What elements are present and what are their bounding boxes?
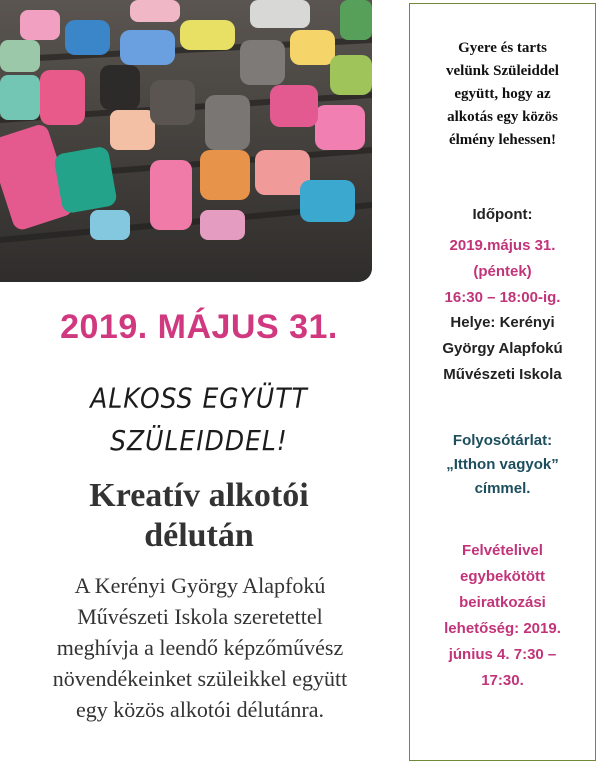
place-line: Helye: Kerényi [450, 314, 555, 331]
body-line: Művészeti Iskola szeretettel [77, 604, 323, 629]
body-line: meghívja a leendő képzőművész [56, 635, 344, 660]
body-line: A Kerényi György Alapfokú [74, 573, 326, 598]
intro-line: együtt, hogy az [454, 86, 551, 102]
info-sidebar [409, 3, 596, 761]
intro-line: élmény lehessen! [448, 132, 557, 148]
intro-line: alkotás egy közös [447, 109, 558, 125]
slogan-line: ALKOSS EGYÜTT [90, 381, 308, 415]
event-title [0, 476, 398, 556]
enroll-line: lehetőség: 2019. [444, 620, 561, 637]
time-line: 16:30 – 18:00-ig. [444, 289, 561, 306]
body-line: egy közös alkotói délutánra. [75, 697, 325, 722]
event-time [410, 233, 595, 311]
exhibit-line: Folyosótárlat: [452, 432, 553, 449]
invitation-text [8, 570, 392, 725]
event-date-heading: 2019. MÁJUS 31. [60, 308, 338, 346]
intro-line: Gyere és tarts [458, 40, 547, 56]
sidebar-intro [410, 37, 595, 152]
enroll-line: Felvételivel [462, 542, 543, 559]
time-label: Időpont: [472, 206, 533, 223]
enroll-line: 17:30. [481, 672, 524, 689]
place-line: György Alapfokú [442, 340, 563, 357]
place-line: Művészeti Iskola [443, 366, 562, 383]
slogan-line: SZÜLEIDDEL! [110, 424, 288, 457]
exhibit-line: „Itthon vagyok” [446, 456, 559, 473]
enrollment-info [410, 538, 595, 694]
enroll-line: egybekötött [459, 568, 545, 585]
exhibition-info [410, 429, 595, 501]
event-place [410, 310, 595, 388]
pastel-chalks-photo [0, 0, 372, 282]
title-line: Kreatív alkotói [89, 477, 309, 514]
title-line: délután [144, 517, 254, 554]
exhibit-line: címmel. [474, 480, 531, 497]
enroll-line: beiratkozási [459, 594, 546, 611]
body-line: növendékeinket szüleikkel együtt [52, 666, 348, 691]
handwritten-slogan [0, 377, 398, 462]
intro-line: velünk Szüleiddel [446, 63, 559, 79]
time-line: (péntek) [473, 263, 532, 280]
enroll-line: június 4. 7:30 – [448, 646, 557, 663]
time-line: 2019.május 31. [449, 237, 556, 254]
